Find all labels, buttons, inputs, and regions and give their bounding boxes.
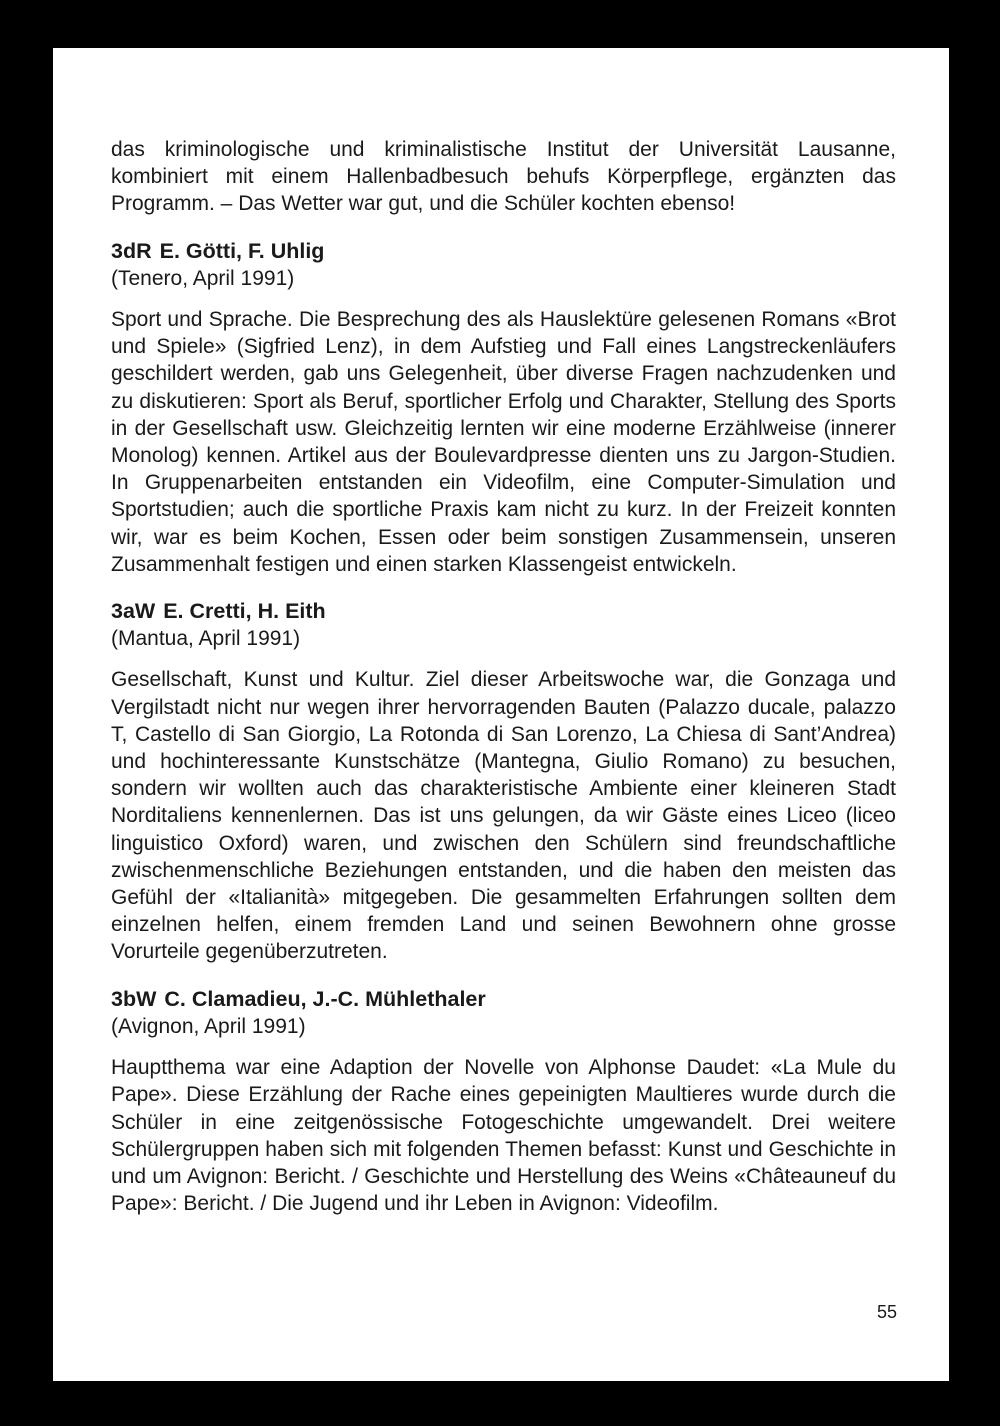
class-code: 3bW (111, 986, 157, 1011)
section-heading (111, 598, 896, 625)
intro-paragraph: das kriminologische und kriminalistische Institut der Universität Lausanne, kombiniert mit einem Hallenbadbesuch behufs Körperpflege, ergänzten das Programm. – Das Wetter war gut, und die Schüler kochten ebenso! (111, 138, 896, 216)
place-date: (Avignon, April 1991) (111, 1014, 306, 1038)
section-body: Sport und Sprache. Die Besprechung des als Hauslektüre gelesenen Romans «Brot und Spiele» (Sigfried Lenz), in dem Aufstieg und Fall eines Langstreckenläufers geschildert werden, gab uns Gelegenheit, über diverse Fragen nachzudenken und zu diskutieren: Sport als Beruf, sportlicher Erfolg und Charakter, Stellung des Sports in der Gesellschaft usw. Gleichzeitig lernten wir eine moderne Erzählweise (innerer Monolog) kennen. Artikel aus der Boulevardpresse dienten uns zu Jargon-Studien. In Gruppenarbeiten entstanden ein Videofilm, eine Computer-Simulation und Sportstudien; auch die sportliche Praxis kam nicht zu kurz. In der Freizeit konnten wir, war es beim Kochen, Essen oder beim sonstigen Zusammensein, unseren Zusammenhalt festigen und einen starken Klassengeist entwickeln. (111, 308, 896, 576)
section-body: Hauptthema war eine Adaption der Novelle von Alphonse Daudet: «La Mule du Pape». Diese Erzählung der Rache eines gepeinigten Maultieres wurde durch die Schüler in eine zeitgenössische Fotogeschichte umgewandelt. Drei weitere Schülergruppen haben sich mit folgenden Themen befasst: Kunst und Geschichte in und um Avignon: Bericht. / Geschichte und Herstellung des Weins «Châteauneuf du Pape»: Bericht. / Die Jugend und ihr Leben in Avignon: Videofilm. (111, 1056, 896, 1216)
section-3bW (111, 986, 896, 1218)
class-code: 3dR (111, 238, 152, 263)
section-3aW (111, 598, 896, 966)
teacher-names: C. Clamadieu, J.-C. Mühlethaler (164, 986, 486, 1011)
section-heading (111, 986, 896, 1013)
teacher-names: E. Götti, F. Uhlig (159, 238, 325, 263)
page-number: 55 (876, 1302, 897, 1322)
teacher-names: E. Cretti, H. Eith (163, 599, 326, 624)
section-body: Gesellschaft, Kunst und Kultur. Ziel dieser Arbeitswoche war, die Gonzaga und Vergilstadt nicht nur wegen ihrer hervorragenden Bauten (Palazzo ducale, palazzo T, Castello di San Giorgio, La Rotonda di San Lorenzo, La Chiesa di Sant’Andrea) und hochinteressante Kunstschätze (Mantegna, Giulio Romano) zu besuchen, sondern wir wollten auch das charakteristische Ambiente einer kleineren Stadt Norditaliens kennenlernen. Das ist uns gelungen, da wir Gäste eines Liceo (liceo linguistico Oxford) waren, und zwischen den Schülern sind freundschaftliche zwischenmenschliche Beziehungen entstanden, und die haben den meisten das Gefühl der «Italianità» mitgegeben. Die gesammelten Erfahrungen sollten dem einzelnen helfen, einem fremden Land und seinen Bewohnern ohne grosse Vorurteile gegenüberzutreten. (111, 668, 896, 964)
document-page (53, 48, 949, 1381)
section-heading (111, 238, 896, 265)
class-code: 3aW (111, 599, 156, 624)
place-date: (Mantua, April 1991) (111, 627, 301, 651)
section-3dR (111, 238, 896, 578)
page-content (111, 136, 896, 1217)
place-date: (Tenero, April 1991) (111, 266, 295, 290)
